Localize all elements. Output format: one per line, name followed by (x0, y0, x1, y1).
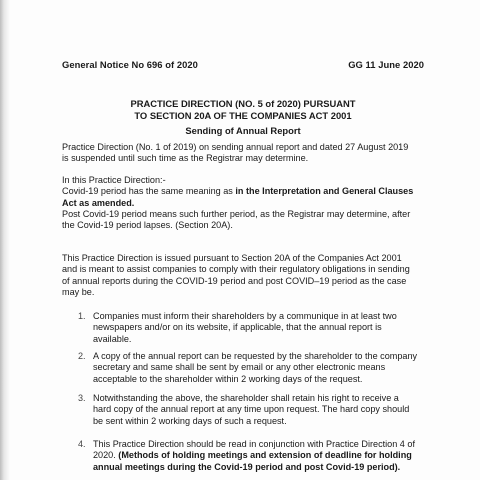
list-item-2-line-2: secretary and same shall be sent by email or any other electronic means (93, 362, 386, 373)
intro-line-1: Practice Direction (No. 1 of 2019) on sending annual report and dated 27 August 2019 (62, 142, 409, 152)
list-item-3-text (93, 393, 409, 427)
covid-definition-bold-text: in the Interpretation and General Clauses (235, 186, 414, 197)
purpose-line-1: This Practice Direction is issued pursuant to Section 20A of the Companies Act 2001 (62, 253, 402, 263)
list-item-3-line-1: Notwithstanding the above, the shareholder shall retain his right to receive a (93, 393, 399, 403)
covid-definition-line-1 (62, 186, 432, 197)
definitions-paragraph (62, 175, 432, 231)
purpose-line-4: may be. (62, 286, 95, 297)
list-item-4 (78, 439, 438, 473)
gazette-date: GG 11 June 2020 (348, 59, 424, 70)
list-item-3-line-2: hard copy of the annual report at any time upon request. The hard copy should (93, 404, 410, 415)
purpose-line-3: of annual reports during the COVID-19 period and post COVID–19 period as the case (62, 275, 407, 286)
list-item-1-line-3: available. (93, 333, 132, 344)
post-covid-definition-line-2: the Covid-19 period lapses. (Section 20A). (62, 220, 233, 231)
title-line-2: TO SECTION 20A OF THE COMPANIES ACT 2001 (134, 110, 352, 121)
scan-edge-shadow (0, 0, 10, 480)
intro-paragraph (62, 142, 432, 165)
list-item-4-text (93, 439, 415, 473)
covid-definition-line-2: Act as amended. (62, 197, 135, 208)
list-item-2-text (93, 351, 417, 385)
list-item-4-number: 4. (78, 439, 86, 449)
covid-definition-text: Covid-19 period has the same meaning as (62, 186, 236, 197)
purpose-paragraph (62, 253, 432, 298)
intro-line-2: is suspended until such time as the Registrar may determine. (62, 153, 309, 164)
list-item-1-text (93, 311, 397, 345)
list-item-3 (78, 393, 438, 427)
list-item-3-number: 3. (78, 393, 86, 403)
list-item-2-number: 2. (78, 351, 86, 361)
list-item-4-line-2-bold: (Methods of holding meetings and extension of deadline for holding (118, 450, 412, 461)
list-item-1-line-2: newspapers and/or on its website, if applicable, that the annual report is (93, 322, 382, 333)
document-subtitle: Sending of Annual Report (185, 125, 301, 136)
list-item-1 (78, 311, 438, 345)
list-item-2-line-3: acceptable to the shareholder within 2 working days of the request. (93, 373, 363, 384)
purpose-line-2: and is meant to assist companies to comply with their regulatory obligations in sending (62, 264, 410, 275)
title-line-1: PRACTICE DIRECTION (NO. 5 of 2020) PURSUANT (130, 98, 356, 109)
definitions-heading: In this Practice Direction:- (62, 175, 166, 185)
notice-header (62, 59, 424, 70)
document-title (62, 98, 424, 122)
list-item-2 (78, 351, 438, 385)
list-item-3-line-3: be sent within 2 working days of such a request. (93, 415, 287, 426)
list-item-4-line-3: annual meetings during the Covid-19 period and post Covid-19 period). (93, 461, 401, 472)
list-item-2-line-1: A copy of the annual report can be requested by the shareholder to the company (93, 351, 418, 361)
list-item-4-line-1: This Practice Direction should be read in conjunction with Practice Direction 4 of (93, 439, 415, 449)
list-item-4-line-2 (93, 450, 415, 461)
notice-number: General Notice No 696 of 2020 (62, 59, 198, 70)
list-item-1-line-1: Companies must inform their shareholders by a communique in at least two (93, 311, 397, 321)
post-covid-definition-line-1: Post Covid-19 period means such further period, as the Registrar may determine, after (62, 208, 411, 219)
list-item-4-line-2-plain: 2020. (93, 450, 119, 461)
list-item-1-number: 1. (78, 311, 86, 321)
